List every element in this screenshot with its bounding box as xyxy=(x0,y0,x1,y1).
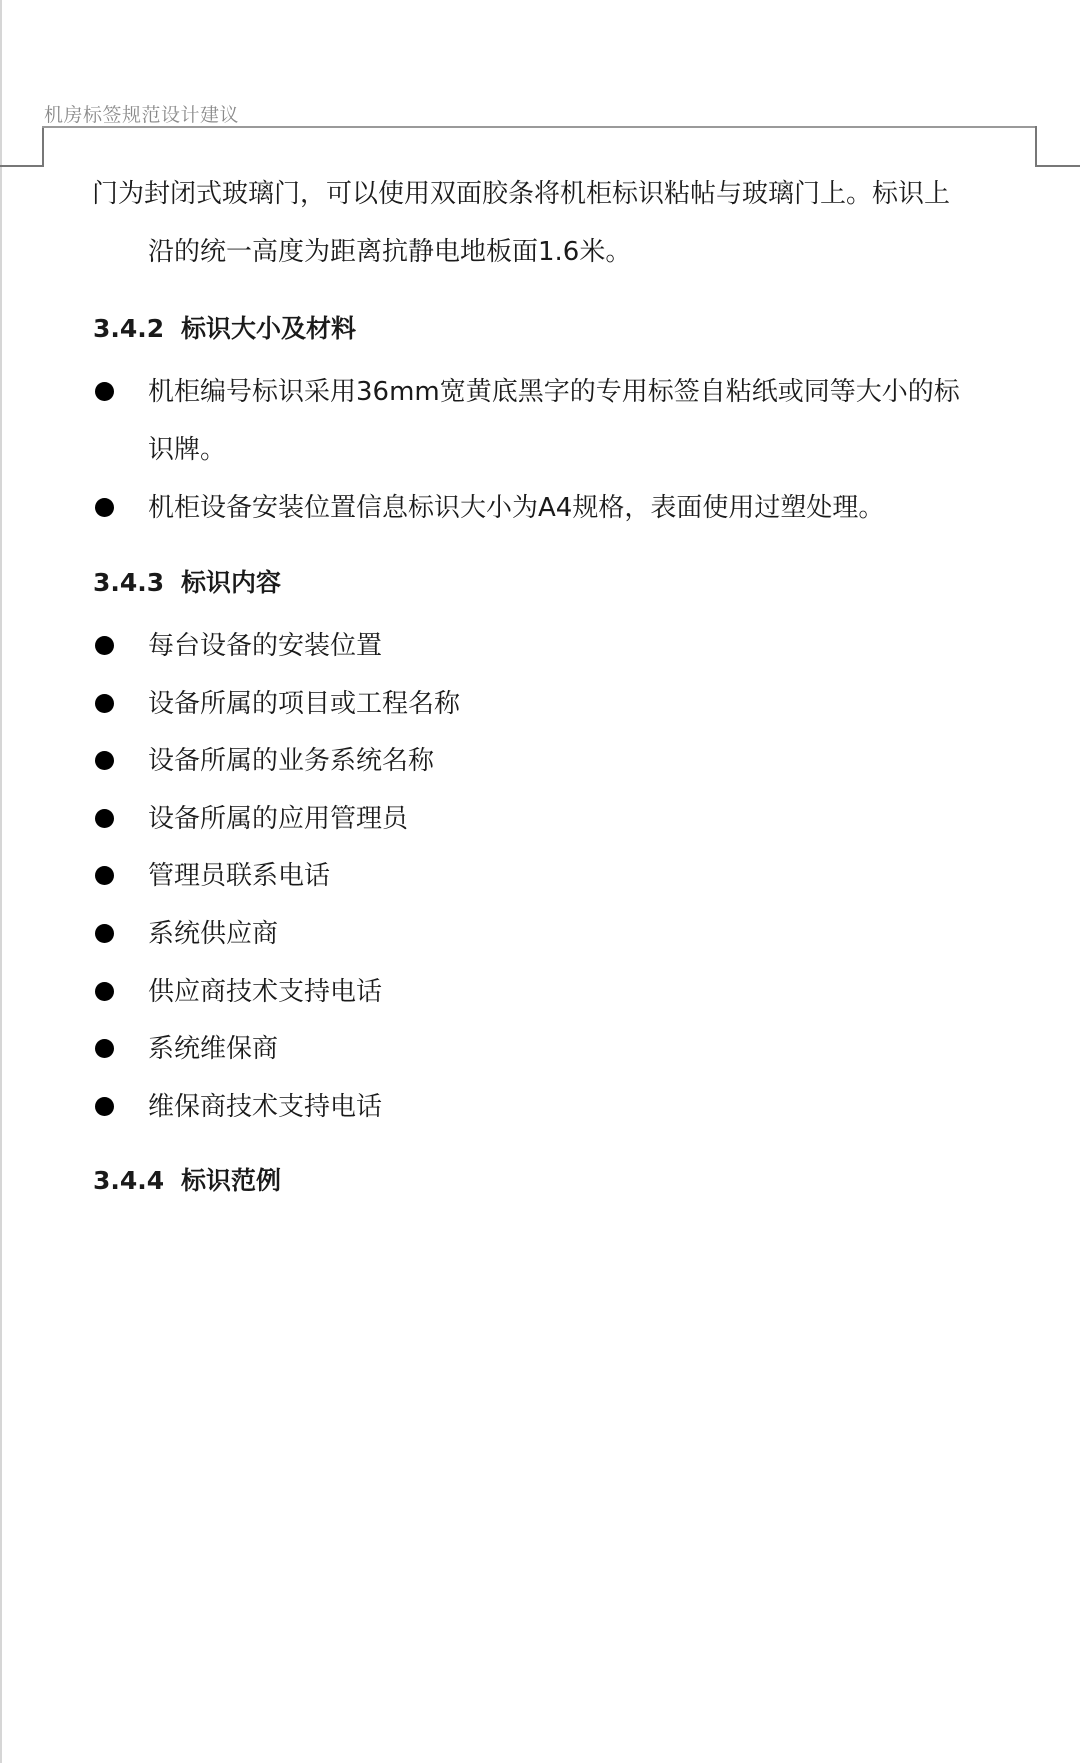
bullet-icon xyxy=(95,498,114,517)
section-heading xyxy=(93,566,281,600)
list-item: 每台设备的安装位置 xyxy=(148,631,383,661)
bullet-icon xyxy=(95,866,114,885)
bullet-icon xyxy=(95,1097,114,1116)
section-number: 3.4.2 xyxy=(93,314,165,343)
list-item: 系统供应商 xyxy=(148,919,279,949)
list-item: 维保商技术支持电话 xyxy=(148,1092,383,1122)
bullet-icon xyxy=(95,382,114,401)
bullet-icon xyxy=(95,809,114,828)
bullet-icon xyxy=(95,924,114,943)
list-item: 设备所属的业务系统名称 xyxy=(148,746,435,776)
section-number: 3.4.3 xyxy=(93,568,165,597)
section-title: 标识范例 xyxy=(181,1166,282,1195)
section-title: 标识大小及材料 xyxy=(181,314,357,343)
bullet-icon xyxy=(95,636,114,655)
bullet-icon xyxy=(95,982,114,1001)
header-rule xyxy=(42,126,1037,128)
bullet-icon xyxy=(95,751,114,770)
section-heading xyxy=(93,1164,281,1198)
page-edge xyxy=(0,0,2,1763)
crop-mark xyxy=(42,126,44,167)
crop-mark xyxy=(1035,126,1037,167)
list-item: 供应商技术支持电话 xyxy=(148,977,383,1007)
bullet-icon xyxy=(95,1039,114,1058)
section-heading xyxy=(93,312,356,346)
section-title: 标识内容 xyxy=(181,568,282,597)
crop-mark xyxy=(0,165,43,167)
page-header-title: 机房标签规范设计建议 xyxy=(44,104,240,126)
intro-line: 沿的统一高度为距离抗静电地板面1.6米。 xyxy=(148,237,632,267)
intro-line: 门为封闭式玻璃门，可以使用双面胶条将机柜标识粘帖与玻璃门上。标识上 xyxy=(92,179,951,209)
list-item: 设备所属的项目或工程名称 xyxy=(148,689,461,719)
list-item-continuation: 识牌。 xyxy=(148,435,227,465)
list-item: 设备所属的应用管理员 xyxy=(148,804,409,834)
list-item: 机柜编号标识采用36mm宽黄底黑字的专用标签自粘纸或同等大小的标 xyxy=(148,377,960,407)
crop-mark xyxy=(1035,165,1080,167)
bullet-icon xyxy=(95,694,114,713)
list-item: 管理员联系电话 xyxy=(148,861,331,891)
list-item: 系统维保商 xyxy=(148,1034,279,1064)
list-item: 机柜设备安装位置信息标识大小为A4规格，表面使用过塑处理。 xyxy=(148,493,885,523)
section-number: 3.4.4 xyxy=(93,1166,165,1195)
